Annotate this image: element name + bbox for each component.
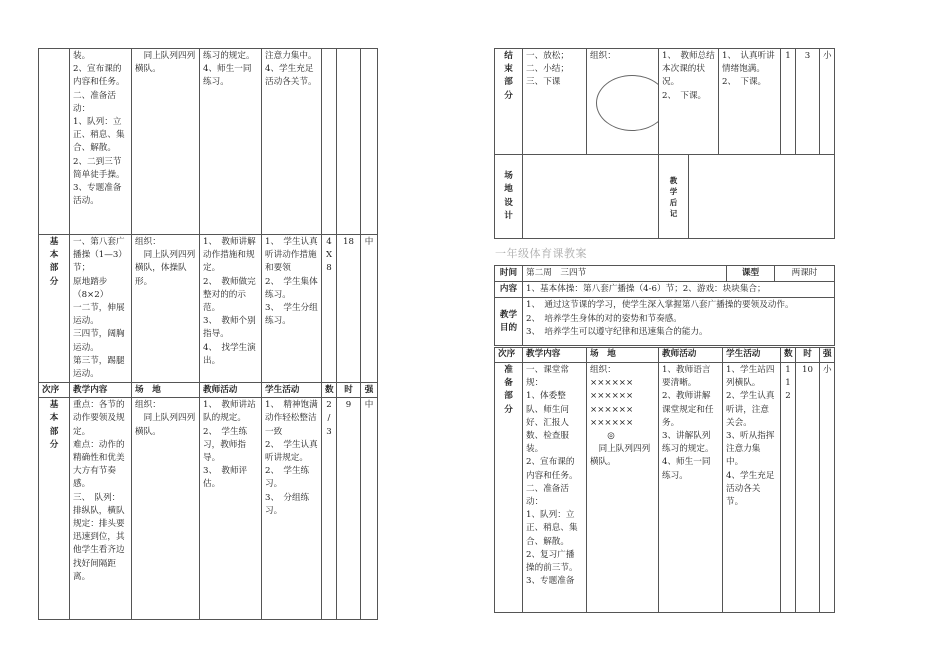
table-row bbox=[495, 282, 835, 298]
header-intensity: 强 bbox=[361, 383, 378, 398]
document-title: 一年级体育课教案 bbox=[495, 247, 587, 260]
right-end-table bbox=[494, 48, 835, 155]
content-cell: 一、课堂常规： 1、体委整队、师生问好、汇报人数、检查服装。 2、宣布课的内容和任务。 二、准备活动： 1、队列：立正、稍息、集合、解散。 2、复习广播操的前三节。 3、专题准备 bbox=[523, 363, 587, 613]
content-value: 1、基本体操：第八套广播操（4-6）节；2、游戏：块块集合； bbox=[523, 282, 835, 298]
table-header-row bbox=[495, 348, 835, 363]
header-venue: 场 地 bbox=[132, 383, 200, 398]
count-cell: 1 bbox=[781, 49, 796, 155]
time-cell: 9 bbox=[337, 398, 361, 620]
type-value: 两课时 bbox=[775, 266, 835, 282]
order-cell: 准 备 部 分 bbox=[495, 363, 523, 613]
header-teacher: 教师活动 bbox=[200, 383, 262, 398]
header-venue: 场 地 bbox=[587, 348, 659, 363]
table-row bbox=[495, 49, 835, 155]
teacher-cell: 1、 教师讲站队的规定。 2、 学生练习，教师指导。 3、 教师评估。 bbox=[200, 398, 262, 620]
student-cell: 1、 精神饱满动作轻松整洁一致 2、 学生认真听讲规定。 2、 学生练习。 3、 分组练习。 bbox=[262, 398, 322, 620]
student-cell: 1、 认真听讲情绪饱满。 2、 下课。 bbox=[719, 49, 781, 155]
venue-label: 组织： bbox=[590, 51, 616, 61]
site-design-table bbox=[494, 154, 835, 239]
order-cell: 结 束 部 分 bbox=[495, 49, 523, 155]
teacher-cell: 练习的规定。 4、师生一同练习。 bbox=[200, 49, 262, 235]
header-teacher: 教师活动 bbox=[659, 348, 723, 363]
venue-cell: 组织： 同上队列四列横队，体操队形。 bbox=[132, 235, 200, 383]
header-student: 学生活动 bbox=[723, 348, 781, 363]
lesson-info-table bbox=[494, 265, 835, 346]
header-time: 时 bbox=[796, 348, 820, 363]
table-row bbox=[495, 298, 835, 346]
count-cell: 1 1 2 bbox=[781, 363, 796, 613]
formation-circle bbox=[596, 75, 659, 131]
table-row bbox=[39, 235, 378, 383]
venue-cell: 组织： ×××××× ×××××× ×××××× ×××××× ◎ 同上队列四列横队。 bbox=[587, 363, 659, 613]
time-label: 时间 bbox=[495, 266, 523, 282]
time-cell: 3 bbox=[796, 49, 820, 155]
teacher-cell: 1、教师语言要清晰。 2、教师讲解课堂规定和任务。 3、讲解队列练习的规定。 4、师生一同练习。 bbox=[659, 363, 723, 613]
table-row bbox=[495, 266, 835, 282]
header-time: 时 bbox=[337, 383, 361, 398]
header-order: 次序 bbox=[495, 348, 523, 363]
table-row bbox=[495, 363, 835, 613]
venue-cell: 同上队列四列横队。 bbox=[132, 49, 200, 235]
teaching-notes-area bbox=[689, 155, 835, 239]
count-cell bbox=[322, 49, 337, 235]
table-row bbox=[39, 398, 378, 620]
teacher-cell: 1、 教师总结本次课的状况。 2、 下课。 bbox=[659, 49, 719, 155]
header-count: 数 bbox=[322, 383, 337, 398]
content-cell: 一、放松； 二、小结； 三、下课 bbox=[523, 49, 587, 155]
content-label: 内容 bbox=[495, 282, 523, 298]
table-row bbox=[495, 155, 835, 239]
right-prep-table bbox=[494, 347, 835, 613]
teaching-notes-label: 教 学 后 记 bbox=[659, 155, 689, 239]
student-cell: 注意力集中。 4、学生充足活动各关节。 bbox=[262, 49, 322, 235]
goal-label: 教学 目的 bbox=[495, 298, 523, 346]
table-row bbox=[39, 49, 378, 235]
student-cell: 1、学生站四列横队。 2、学生认真听讲，注意关会。 3、听从指挥注意力集中。 4、学生充足活动各关节。 bbox=[723, 363, 781, 613]
intensity-cell: 中 bbox=[361, 235, 378, 383]
header-student: 学生活动 bbox=[262, 383, 322, 398]
venue-cell: 组织： 同上队列四列横队。 bbox=[132, 398, 200, 620]
time-cell bbox=[337, 49, 361, 235]
intensity-cell bbox=[361, 49, 378, 235]
time-cell: 18 bbox=[337, 235, 361, 383]
header-order: 次序 bbox=[39, 383, 70, 398]
time-value: 第二周 三四节 bbox=[523, 266, 727, 282]
site-design-area bbox=[523, 155, 659, 239]
intensity-cell: 小 bbox=[820, 49, 835, 155]
order-cell bbox=[39, 49, 70, 235]
intensity-cell: 小 bbox=[820, 363, 835, 613]
time-cell: 10 bbox=[796, 363, 820, 613]
teacher-cell: 1、 教师讲解动作措施和规定。 2、 教师做完整对的的示范。 3、 教师个别指导。 4、 找学生演出。 bbox=[200, 235, 262, 383]
order-cell: 基 本 部 分 bbox=[39, 398, 70, 620]
type-label: 课型 bbox=[727, 266, 775, 282]
goal-value: 1、 通过这节课的学习，使学生深入掌握第八套广播操的要领及动作。 2、 培养学生身体的对的姿势和节奏感。 3、 培养学生可以遵守纪律和迅速集合的能力。 bbox=[523, 298, 835, 346]
content-cell: 装。 2、宣布课的内容和任务。 二、准备活动： 1、队列：立正、稍息、集合、解散。 2、二到三节简单徒手操。 3、专题准备活动。 bbox=[70, 49, 132, 235]
student-cell: 1、 学生认真听讲动作措施和要领 2、 学生集体练习。 3、 学生分组练习。 bbox=[262, 235, 322, 383]
header-intensity: 强 bbox=[820, 348, 835, 363]
order-cell: 基 本 部 分 bbox=[39, 235, 70, 383]
header-content: 教学内容 bbox=[523, 348, 587, 363]
count-cell: 4 X 8 bbox=[322, 235, 337, 383]
header-content: 教学内容 bbox=[70, 383, 132, 398]
header-count: 数 bbox=[781, 348, 796, 363]
table-header-row bbox=[39, 383, 378, 398]
left-lesson-table bbox=[38, 48, 378, 620]
count-cell: 2 / 3 bbox=[322, 398, 337, 620]
content-cell: 一、第八套广播操（1—3）节； 原地踏步（8×2） 一二节，伸展运动。 三四节，阔胸运动。 第三节，踢腿运动。 bbox=[70, 235, 132, 383]
content-cell: 重点：各节的动作要领及规定。 难点：动作的精确性和优美大方有节奏感。 三、 队列： 排纵队，横队 规定：排头要迅速到位，其他学生看齐边找好间隔距离。 bbox=[70, 398, 132, 620]
site-design-label: 场 地 设 计 bbox=[495, 155, 523, 239]
intensity-cell: 中 bbox=[361, 398, 378, 620]
venue-cell bbox=[587, 49, 659, 155]
